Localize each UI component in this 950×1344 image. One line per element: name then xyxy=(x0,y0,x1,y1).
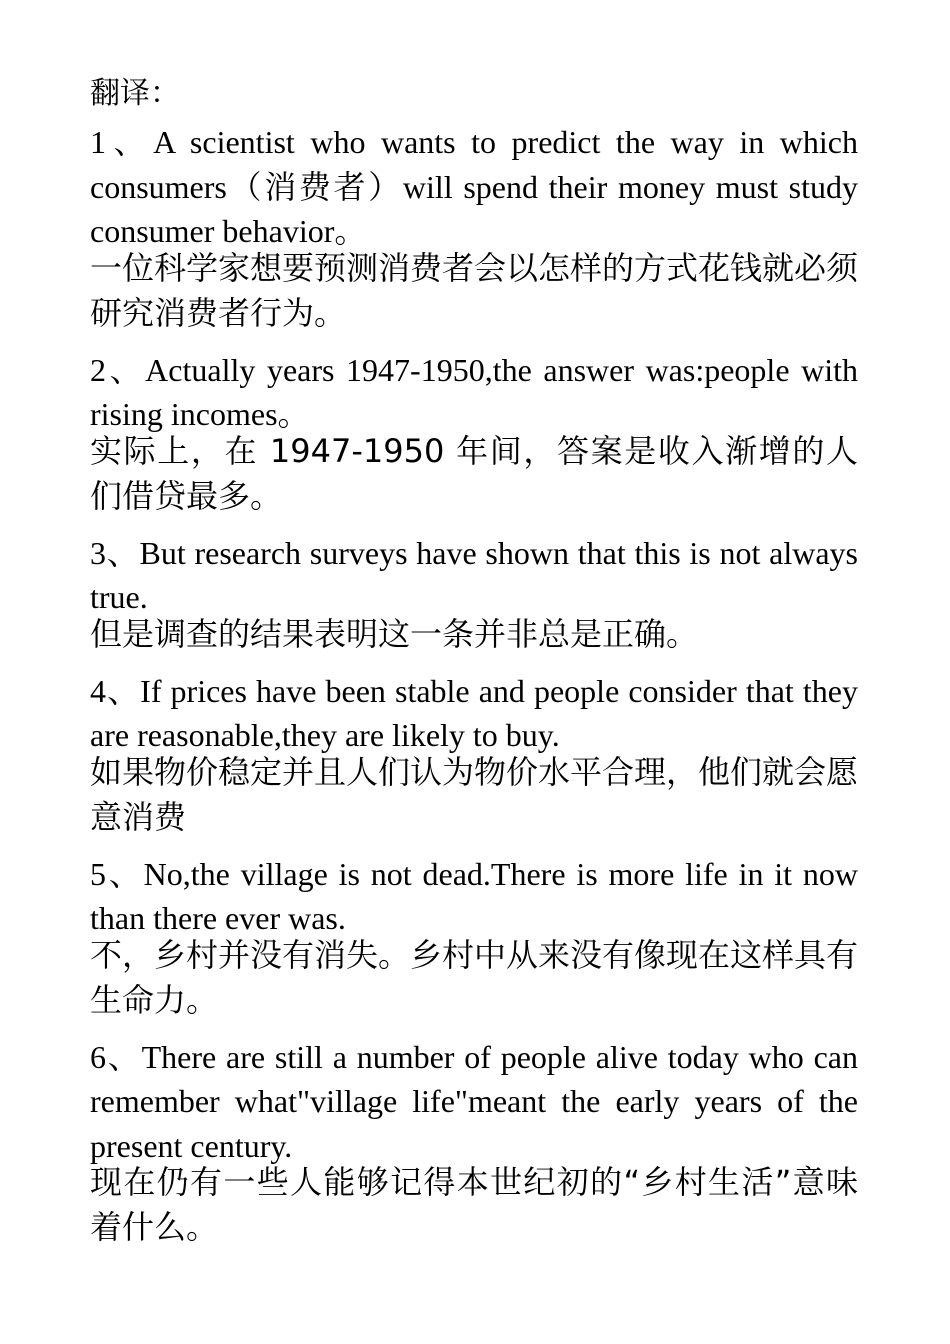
chinese-translation: 如果物价稳定并且人们认为物价水平合理，他们就会愿意消费 xyxy=(90,752,859,836)
english-sentence xyxy=(90,348,858,437)
english-text: If prices have been stable and people consider that they are reasonable,they are likely to buy. xyxy=(90,672,858,753)
chinese-translation: 但是调查的结果表明这一条并非总是正确。 xyxy=(90,614,699,653)
page-heading: 翻译： xyxy=(90,76,180,111)
translation-item-3 xyxy=(90,531,858,657)
item-number: 5、 xyxy=(90,855,144,892)
english-text: There are still a number of people alive today who can remember what"village life"meant the early years of the present century. xyxy=(90,1038,858,1164)
item-number: 3、 xyxy=(90,534,140,571)
chinese-translation: 现在仍有一些人能够记得本世纪初的“乡村生活”意味着什么。 xyxy=(90,1163,858,1246)
english-sentence xyxy=(90,669,858,758)
english-sentence xyxy=(90,531,858,620)
document-page xyxy=(90,70,858,1262)
item-number: 4、 xyxy=(90,672,141,709)
translation-item-1 xyxy=(90,120,858,336)
item-number: 2、 xyxy=(90,351,146,388)
english-sentence xyxy=(90,1035,858,1169)
translation-item-4 xyxy=(90,669,858,840)
item-number: 6、 xyxy=(90,1038,142,1075)
english-text: A scientist who wants to predict the way in which consumers（消费者）will spend their money must study consumer behavior。 xyxy=(90,124,858,249)
translation-item-6 xyxy=(90,1035,858,1251)
chinese-translation: 一位科学家想要预测消费者会以怎样的方式花钱就必须研究消费者行为。 xyxy=(90,248,859,332)
translation-item-5 xyxy=(90,852,858,1023)
english-text: No,the village is not dead.There is more life in it now than there ever was. xyxy=(90,855,858,936)
english-sentence xyxy=(90,852,858,941)
translation-item-2 xyxy=(90,348,858,519)
english-text: Actually years 1947-1950,the answer was:people with rising incomes。 xyxy=(90,351,858,432)
english-sentence xyxy=(90,120,858,254)
english-text: But research surveys have shown that this is not always true. xyxy=(90,534,858,615)
item-number: 1、 xyxy=(90,124,154,160)
chinese-translation: 实际上，在 1947-1950 年间，答案是收入渐增的人们借贷最多。 xyxy=(90,431,858,515)
chinese-translation: 不，乡村并没有消失。乡村中从来没有像现在这样具有生命力。 xyxy=(90,935,859,1019)
